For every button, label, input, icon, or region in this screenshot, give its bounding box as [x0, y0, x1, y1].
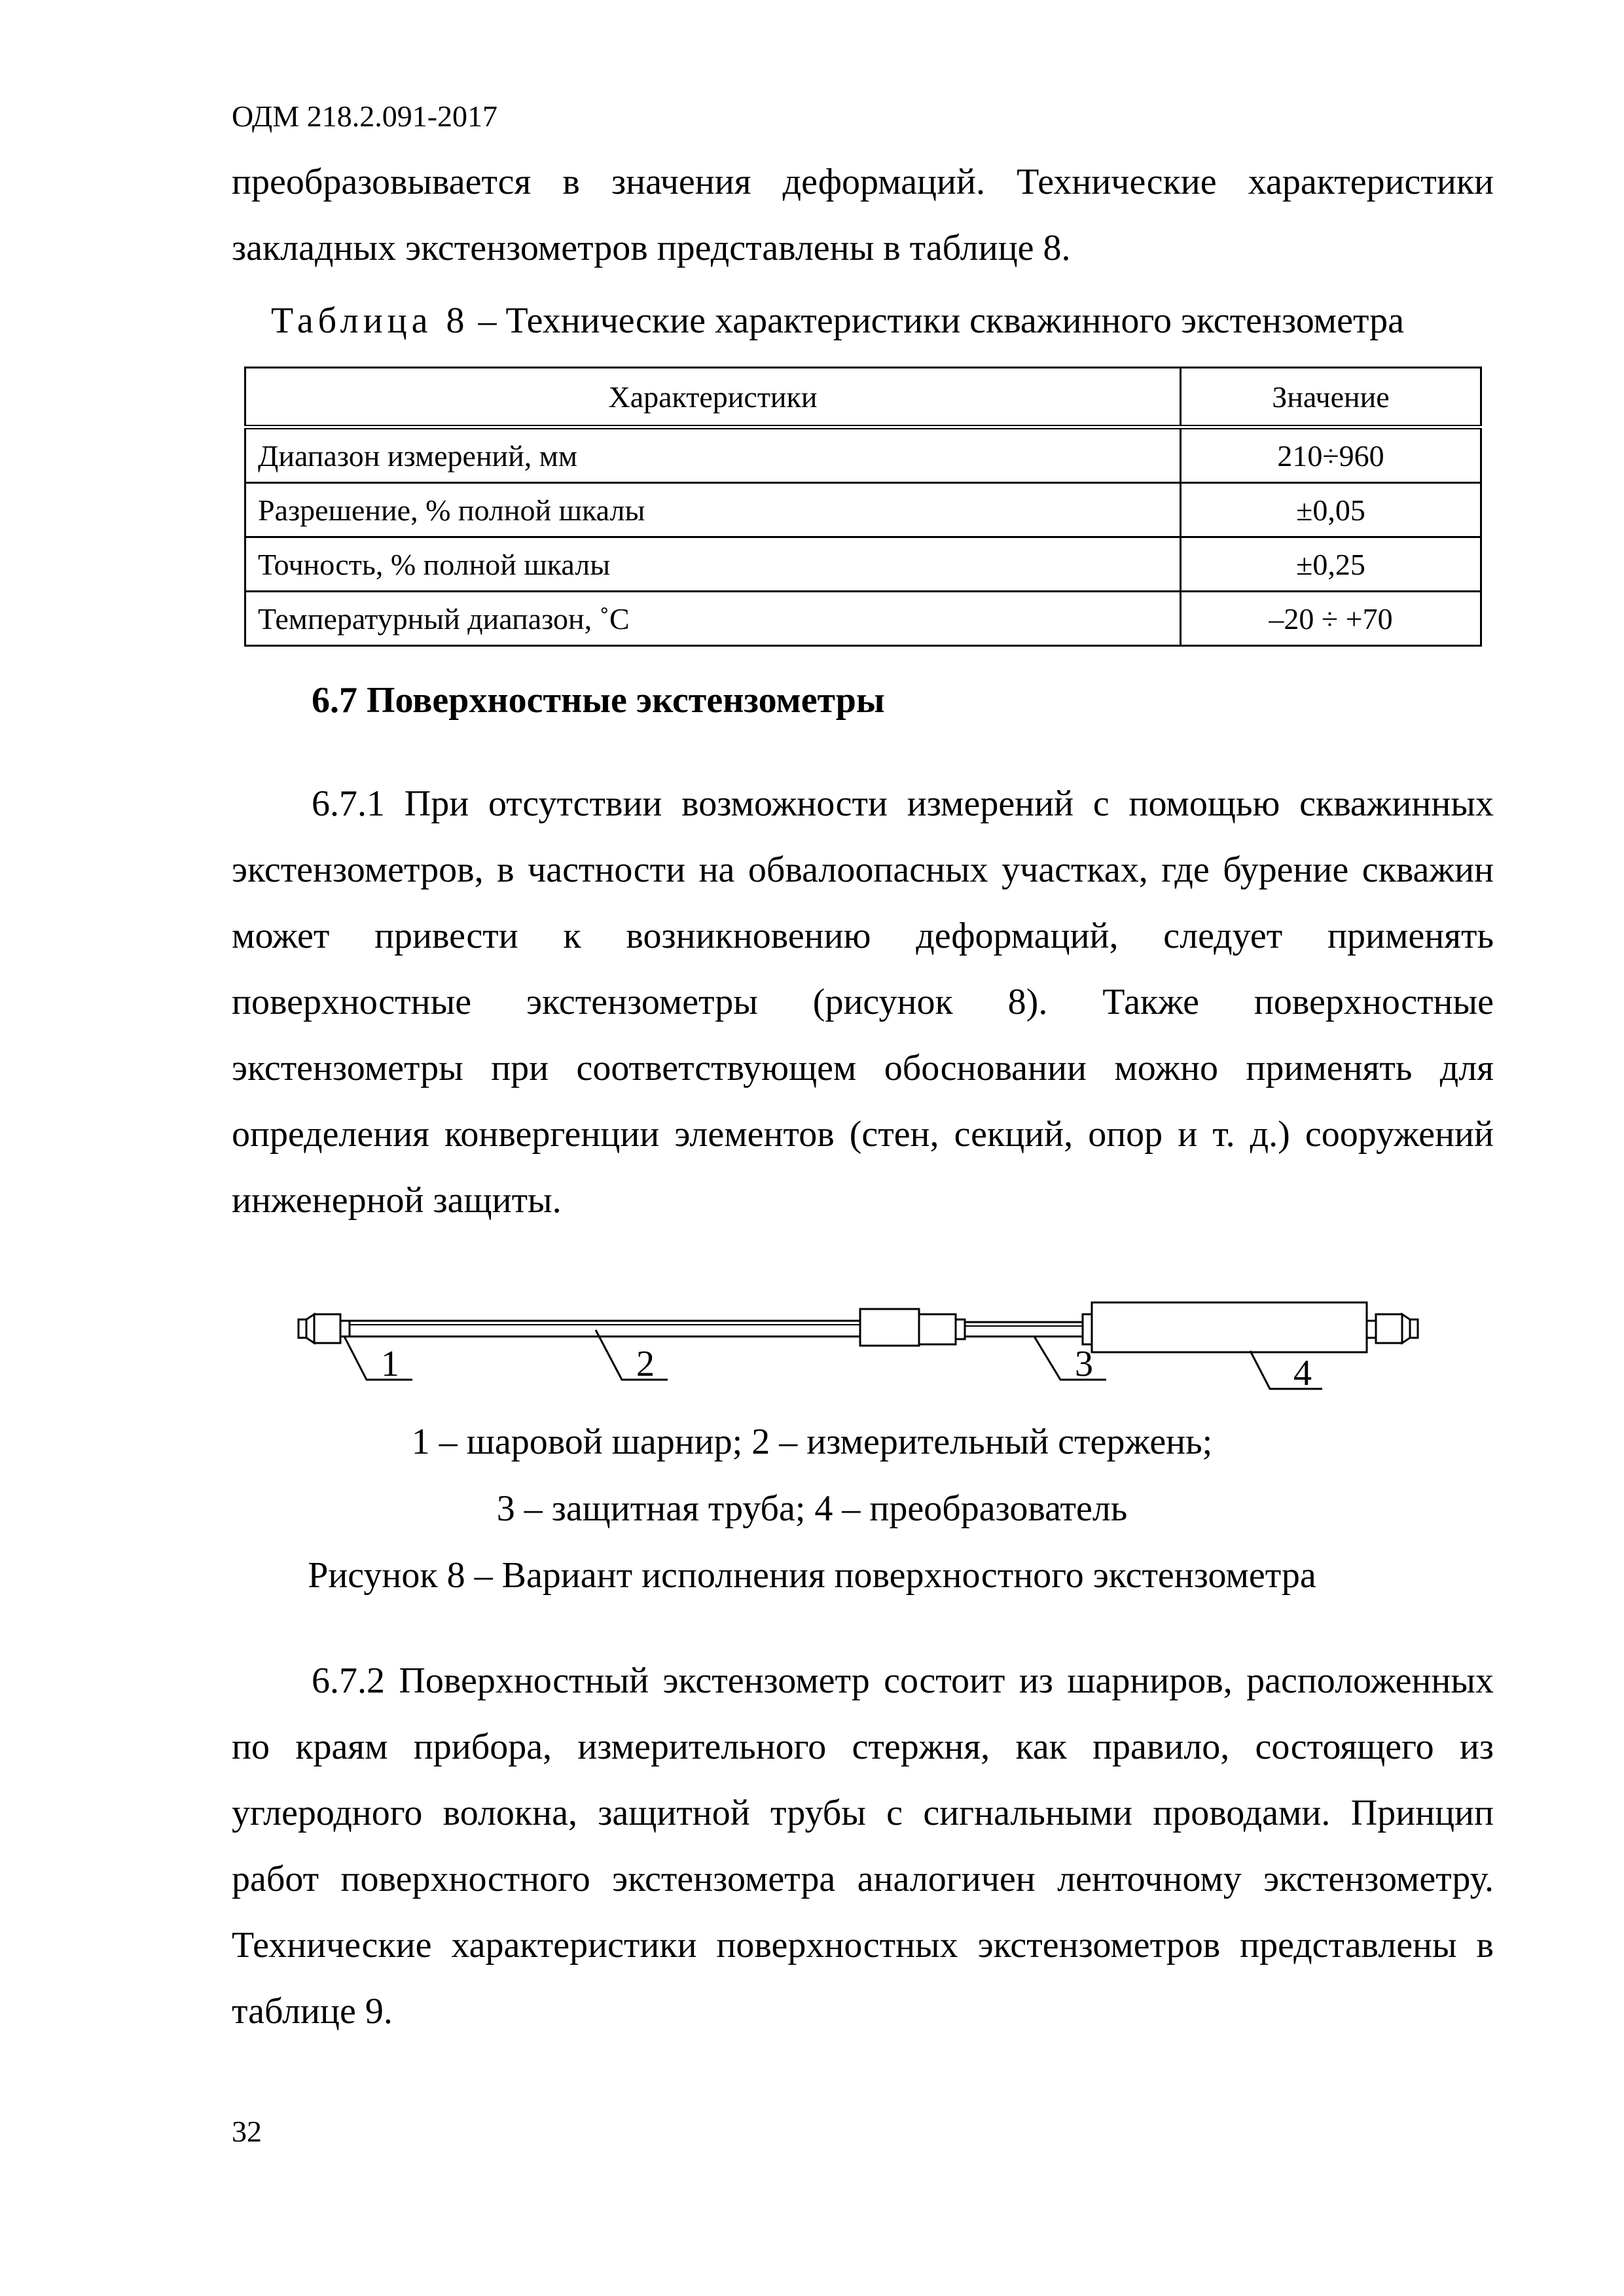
row-name: Температурный диапазон, ˚С: [245, 592, 1181, 646]
table-row: [245, 483, 1481, 537]
right-ball-joint: [1367, 1314, 1418, 1343]
row-value: ±0,25: [1181, 537, 1481, 592]
left-ball-joint: [298, 1314, 350, 1343]
protective-tube: [965, 1322, 1083, 1336]
section-heading: 6.7 Поверхностные экстензометры: [312, 680, 885, 721]
rod-coupling: [860, 1309, 919, 1346]
leader-line-1: [344, 1336, 412, 1380]
callout-label-2: 2: [636, 1344, 655, 1384]
figure-caption: Рисунок 8 – Вариант исполнения поверхностного экстензометра: [308, 1555, 1316, 1596]
row-value: 210÷960: [1181, 427, 1481, 483]
table-header-row: [245, 368, 1481, 427]
measuring-rod: [350, 1321, 860, 1336]
callout-label-4: 4: [1293, 1353, 1312, 1393]
leader-line-3: [1034, 1336, 1106, 1380]
table-row: [245, 592, 1481, 646]
intro-paragraph: преобразовывается в значения деформаций. Технические характеристики закладных экстензометров представлены в таблице 8.: [232, 162, 1494, 268]
figure-legend-line-1: 1 – шаровой шарнир; 2 – измерительный стержень;: [411, 1422, 1213, 1462]
column-header-value: Значение: [1181, 368, 1481, 427]
tube-coupling: [919, 1314, 956, 1344]
table-caption: [271, 298, 1404, 344]
row-value: ±0,05: [1181, 483, 1481, 537]
transducer: [1092, 1302, 1367, 1352]
table-row: [245, 537, 1481, 592]
row-name: Разрешение, % полной шкалы: [245, 483, 1181, 537]
page-number: 32: [232, 2115, 262, 2148]
table-row: [245, 427, 1481, 483]
figure-legend-line-2: 3 – защитная труба; 4 – преобразователь: [496, 1488, 1128, 1529]
document-code: ОДМ 218.2.091-2017: [232, 99, 498, 133]
paragraph-6-7-2: 6.7.2 Поверхностный экстензометр состоит из шарниров, расположенных по краям прибора, измерительного стержня, как правило, состоящего из углеродного волокна, защитной трубы с сигнальными проводами. Принцип работ поверхностного экстензометра аналогичен ленточному экстензометру. Технические характеристики поверхностных экстензометров представлены в таблице 9.: [232, 1660, 1494, 2032]
column-header-characteristics: Характеристики: [245, 368, 1181, 427]
table-caption-text: – Технические характеристики скважинного экстензометра: [469, 300, 1404, 341]
extensometer-diagram: [288, 1283, 1466, 1414]
table-caption-label: Таблица 8: [271, 300, 469, 341]
paragraph-6-7-1: 6.7.1 При отсутствии возможности измерений с помощью скважинных экстензометров, в частности на обвалоопасных участках, где бурение скважин может привести к возникновению деформаций, следует применять поверхностные экстензометры (рисунок 8). Также поверхностные экстензометры при соответствующем обосновании можно применять для определения конвергенции элементов (стен, секций, опор и т. д.) сооружений инженерной защиты.: [232, 783, 1494, 1221]
callout-label-1: 1: [381, 1344, 399, 1384]
row-name: Точность, % полной шкалы: [245, 537, 1181, 592]
specifications-table: [244, 367, 1482, 647]
callout-label-3: 3: [1075, 1344, 1093, 1384]
row-value: –20 ÷ +70: [1181, 592, 1481, 646]
row-name: Диапазон измерений, мм: [245, 427, 1181, 483]
